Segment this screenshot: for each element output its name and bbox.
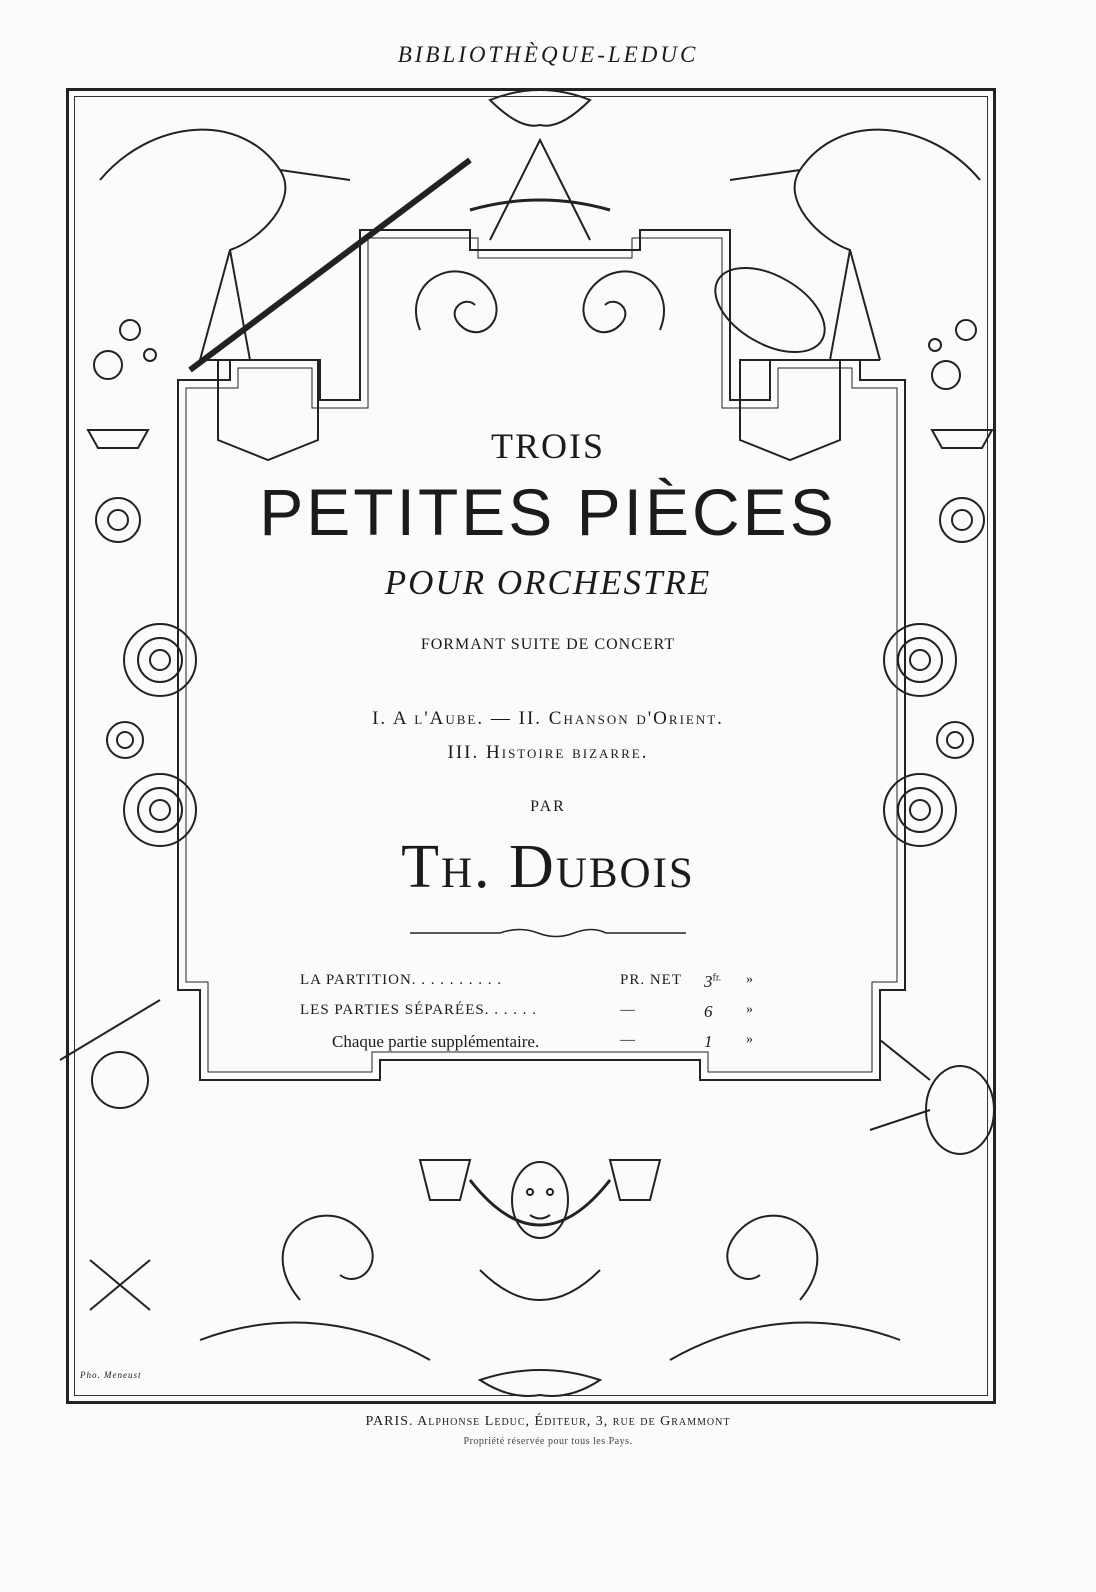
description: FORMANT SUITE DE CONCERT — [420, 636, 676, 653]
price-quote: » — [746, 972, 753, 987]
price-mark: — — [620, 1032, 636, 1048]
divider-flourish — [410, 926, 686, 940]
price-row-supplementaire — [300, 1032, 770, 1062]
movements-line-2: III. Histoire bizarre. — [447, 742, 649, 763]
price-mark: PR. NET — [620, 972, 683, 988]
byline-par: PAR — [530, 798, 566, 815]
subtitle: POUR ORCHESTRE — [384, 563, 712, 602]
rights-notice: Propriété réservée pour tous les Pays. — [463, 1436, 633, 1447]
series-title: BIBLIOTHÈQUE-LEDUC — [397, 42, 699, 67]
movements-list — [0, 702, 1096, 770]
price-label: Chaque partie supplémentaire. — [332, 1032, 540, 1051]
movements-line-1: I. A l'Aube. — II. Chanson d'Orient. — [372, 708, 724, 729]
price-mark: — — [620, 1002, 636, 1018]
price-row-partition — [300, 972, 770, 1002]
price-label: LES PARTIES SÉPARÉES. . . . . . — [300, 1002, 537, 1018]
price-list — [300, 972, 770, 1062]
price-amount: 1 — [704, 1032, 713, 1051]
price-quote: » — [746, 1002, 753, 1017]
price-label: LA PARTITION. . . . . . . . . . — [300, 972, 503, 988]
publisher-line: PARIS. Alphonse Leduc, Éditeur, 3, rue de Grammont — [365, 1414, 731, 1429]
composer-name: Th. Dubois — [401, 833, 695, 901]
main-title: PETITES PIÈCES — [259, 475, 837, 549]
price-amount: 6 — [704, 1002, 713, 1021]
price-quote: » — [746, 1032, 753, 1047]
price-amount: $3^{fr.}$ — [704, 972, 722, 991]
price-row-parties — [300, 1002, 770, 1032]
engraver-signature: Pho. Meneust — [80, 1370, 142, 1380]
title-line-trois: TROIS — [490, 426, 605, 466]
